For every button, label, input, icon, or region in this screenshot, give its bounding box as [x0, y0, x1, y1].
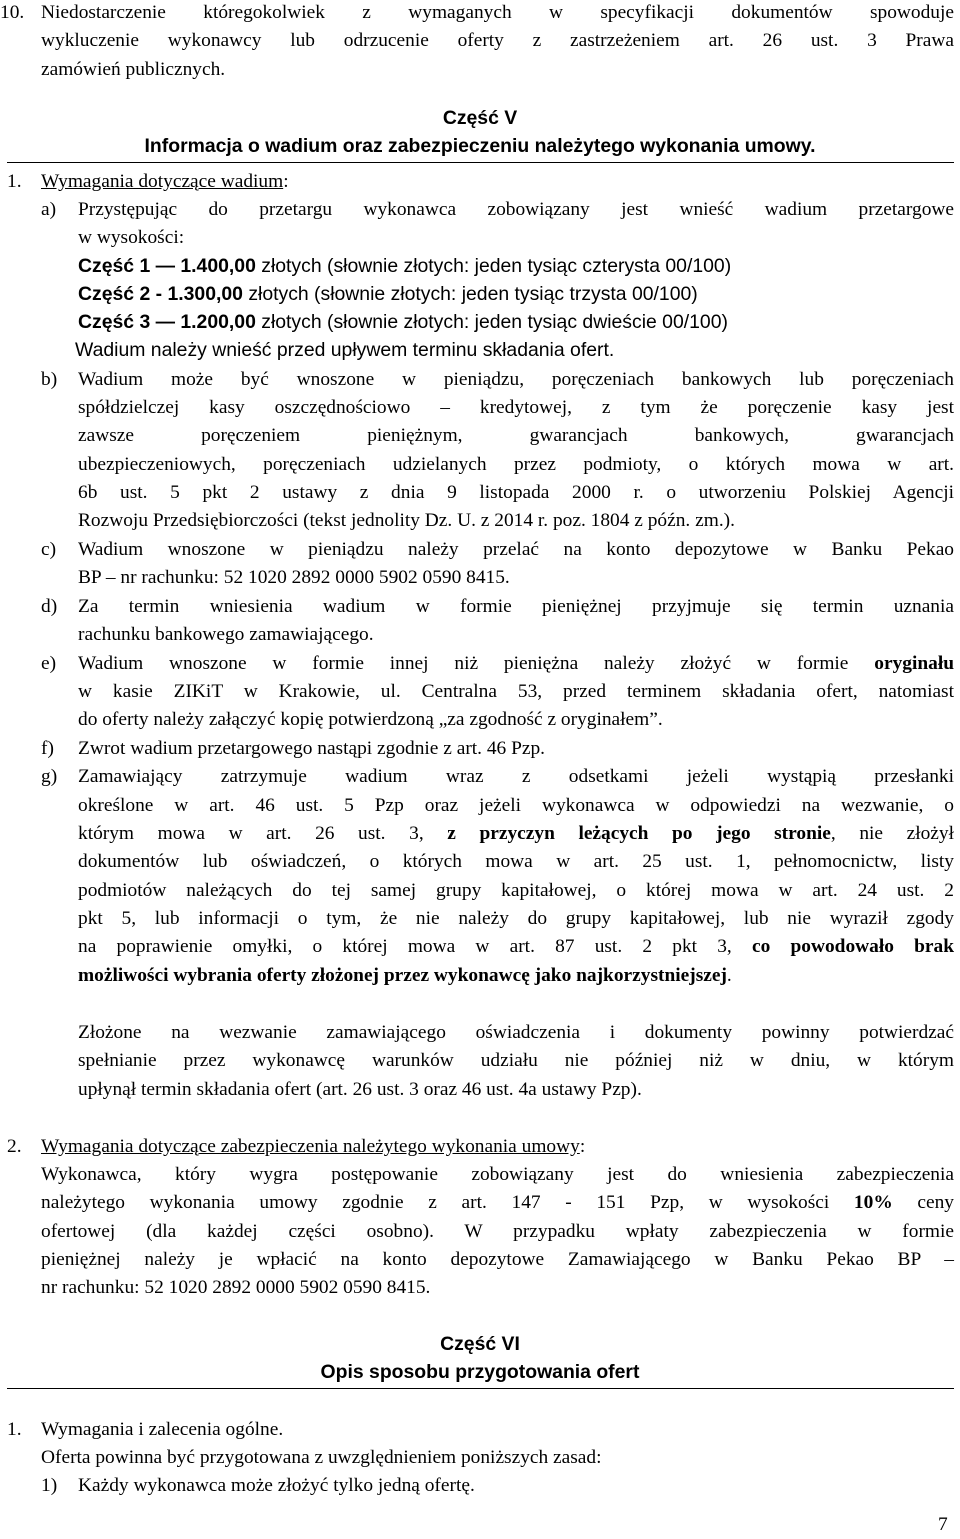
list-marker: b): [41, 369, 58, 390]
paragraph-line: pieniężnej należy je wpłacić na konto depozytowe Zamawiającego w Banku Pekao BP –: [41, 1249, 954, 1270]
paragraph-line: Za termin wniesienia wadium w formie pieniężnej przyjmuje się termin uznania: [78, 596, 954, 617]
paragraph-line: w wysokości:: [78, 227, 185, 248]
part-title: Część V: [442, 107, 518, 129]
list-marker: 1): [41, 1475, 58, 1496]
section-number: 1.: [7, 171, 22, 192]
deposit-deadline: Wadium należy wnieść przed upływem terminu składania ofert.: [75, 339, 615, 361]
deposit-part-3: Część 3 — 1.200,00 złotych (słownie złotych: jeden tysiąc dwieście 00/100): [78, 311, 728, 333]
paragraph-line: zawsze poręczeniem pieniężnym, gwarancjach bankowych, gwarancjach: [78, 425, 954, 446]
paragraph-line: Zwrot wadium przetargowego nastąpi zgodnie z art. 46 Pzp.: [78, 738, 546, 759]
paragraph-line: podmiotów należących do tej samej grupy kapitałowej, o której mowa w art. 24 ust. 2: [78, 880, 954, 901]
paragraph-line: 6b ust. 5 pkt 2 ustawy z dnia 9 listopada 2000 r. o utworzeniu Polskiej Agencji: [78, 482, 954, 503]
paragraph-line: spełnianie przez wykonawcę warunków udziału nie później niż w dniu, w którym: [78, 1050, 954, 1071]
paragraph-line: Niedostarczenie któregokolwiek z wymaganych w specyfikacji dokumentów spowoduje: [41, 2, 954, 23]
paragraph-line: w kasie ZIKiT w Krakowie, ul. Centralna 53, przed terminem składania ofert, natomiast: [78, 681, 954, 702]
deposit-part-1: Część 1 — 1.400,00 złotych (słownie złotych: jeden tysiąc czterysta 00/100): [78, 255, 732, 277]
list-marker: a): [41, 199, 57, 220]
paragraph-line: Przystępując do przetargu wykonawca zobowiązany jest wnieść wadium przetargowe: [78, 199, 954, 220]
list-marker: f): [41, 738, 54, 759]
bank-account-line: nr rachunku: 52 1020 2892 0000 5902 0590 8415.: [41, 1277, 431, 1298]
section-number: 2.: [7, 1136, 22, 1157]
list-marker: d): [41, 596, 58, 617]
section-heading: Wymagania dotyczące wadium:: [41, 171, 289, 192]
paragraph-line: możliwości wybrania oferty złożonej przez wykonawcę jako najkorzystniejszej.: [78, 965, 732, 986]
part-subtitle: Opis sposobu przygotowania ofert: [320, 1361, 640, 1383]
section-divider: [7, 162, 954, 163]
section-divider: [7, 1388, 954, 1389]
paragraph-line: na poprawienie omyłki, o której mowa w art. 87 ust. 2 pkt 3, co powodowało brak: [78, 936, 954, 957]
page-number: 7: [938, 1514, 948, 1535]
paragraph-line: Wadium wnoszone w pieniądzu należy przelać na konto depozytowe w Banku Pekao: [78, 539, 954, 560]
paragraph-line: należytego wykonania umowy zgodnie z art. 147 - 151 Pzp, w wysokości 10% ceny: [41, 1192, 954, 1213]
paragraph-line: pkt 5, lub informacji o tym, że nie należy do grupy kapitałowej, lub nie wyraził zgody: [78, 908, 954, 929]
paragraph-line: spółdzielczej kasy oszczędnościowo – kredytowej, z tym że poręczenie kasy jest: [78, 397, 954, 418]
paragraph-line: ofertowej (dla każdej części osobno). W przypadku wpłaty zabezpieczenia w formie: [41, 1221, 954, 1242]
paragraph-line: zamówień publicznych.: [41, 59, 226, 80]
section-heading: Wymagania i zalecenia ogólne.: [41, 1419, 284, 1440]
paragraph-line: ubezpieczeniowych, poręczeniach udzielanych przez podmioty, o których mowa w art.: [78, 454, 954, 475]
part-subtitle: Informacja o wadium oraz zabezpieczeniu należytego wykonania umowy.: [144, 135, 816, 157]
paragraph-line: Wykonawca, który wygra postępowanie zobowiązany jest do wniesienia zabezpieczenia: [41, 1164, 954, 1185]
paragraph-line: Złożone na wezwanie zamawiającego oświadczenia i dokumenty powinny potwierdzać: [78, 1022, 954, 1043]
bank-account-line: BP – nr rachunku: 52 1020 2892 0000 5902 0590 8415.: [78, 567, 510, 588]
paragraph-line: do oferty należy załączyć kopię potwierdzoną „za zgodność z oryginałem”.: [78, 709, 663, 730]
paragraph-line: dokumentów lub oświadczeń, o których mowa w art. 25 ust. 1, pełnomocnictw, listy: [78, 851, 954, 872]
list-marker: g): [41, 766, 58, 787]
paragraph-line: Zamawiający zatrzymuje wadium wraz z odsetkami jeżeli wystąpią przesłanki: [78, 766, 954, 787]
paragraph-line: Rozwoju Przedsiębiorczości (tekst jednolity Dz. U. z 2014 r. poz. 1804 z późn. zm.).: [78, 510, 735, 531]
section-heading: Wymagania dotyczące zabezpieczenia należytego wykonania umowy:: [41, 1136, 586, 1157]
list-marker: e): [41, 653, 57, 674]
section-number: 1.: [7, 1419, 22, 1440]
paragraph-line: rachunku bankowego zamawiającego.: [78, 624, 374, 645]
paragraph-line: Oferta powinna być przygotowana z uwzględnieniem poniższych zasad:: [41, 1447, 602, 1468]
paragraph-line: upłynął termin składania ofert (art. 26 ust. 3 oraz 46 ust. 4a ustawy Pzp).: [78, 1079, 642, 1100]
paragraph-line: Wadium może być wnoszone w pieniądzu, poręczeniach bankowych lub poręczeniach: [78, 369, 954, 390]
paragraph-line: określone w art. 46 ust. 5 Pzp oraz jeżeli wykonawca w odpowiedzi na wezwanie, o: [78, 795, 954, 816]
list-marker: c): [41, 539, 57, 560]
paragraph-line: wykluczenie wykonawcy lub odrzucenie oferty z zastrzeżeniem art. 26 ust. 3 Prawa: [41, 30, 954, 51]
paragraph-line: którym mowa w art. 26 ust. 3, z przyczyn leżących po jego stronie, nie złożył: [78, 823, 954, 844]
paragraph-line: Każdy wykonawca może złożyć tylko jedną ofertę.: [78, 1475, 475, 1496]
item-number: 10.: [0, 2, 25, 23]
paragraph-line: Wadium wnoszone w formie innej niż pieniężna należy złożyć w formie oryginału: [78, 653, 954, 674]
part-title: Część VI: [440, 1333, 520, 1355]
deposit-part-2: Część 2 - 1.300,00 złotych (słownie złotych: jeden tysiąc trzysta 00/100): [78, 283, 698, 305]
